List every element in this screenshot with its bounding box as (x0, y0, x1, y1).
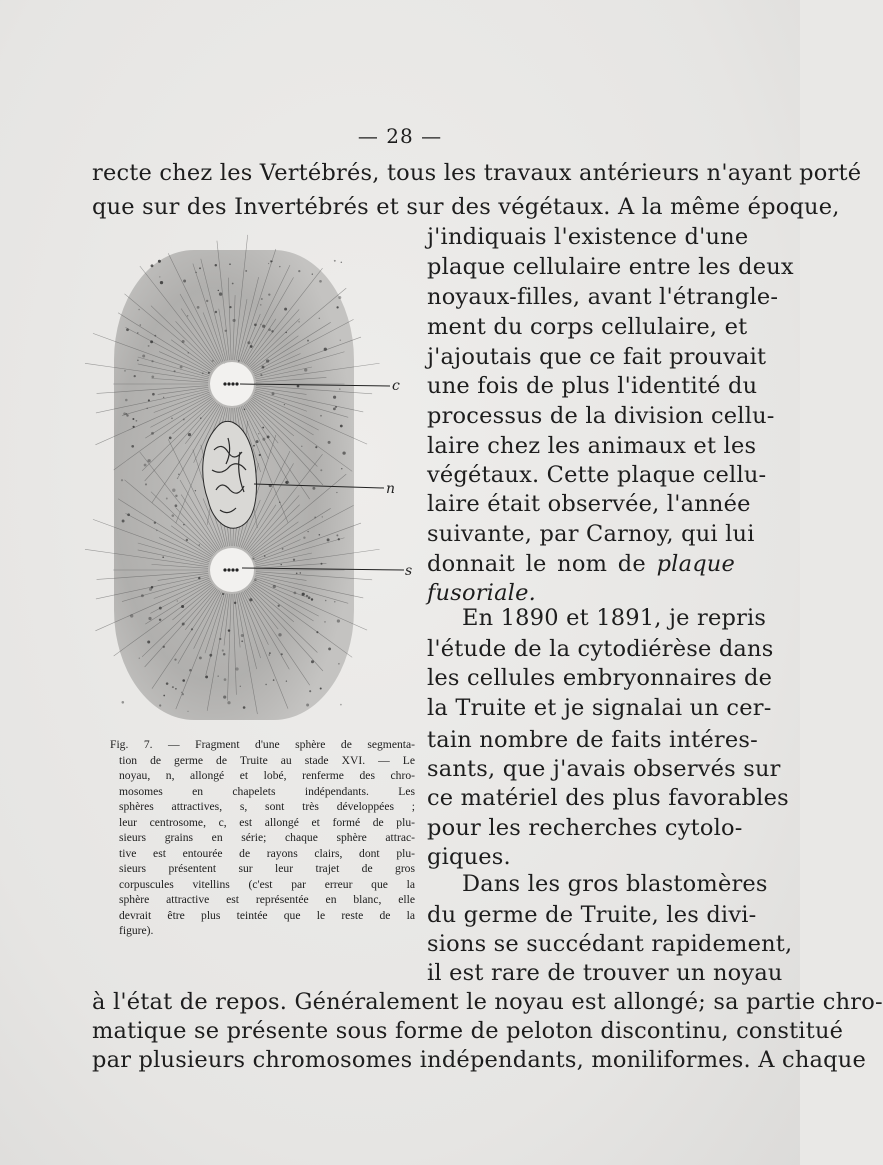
caption-line: noyau, n, allongé et lobé, renferme des chro- (119, 769, 415, 782)
granule (312, 273, 313, 274)
granule (262, 325, 265, 328)
granule (122, 520, 125, 523)
granule (159, 607, 162, 610)
text-line: l'étude de la cytodiérèse dans (427, 636, 774, 662)
caption-line: sieurs grains en série; chaque sphère attrac- (119, 831, 415, 844)
granule (306, 595, 308, 597)
granule (229, 306, 231, 308)
granule (268, 263, 269, 264)
granule (270, 260, 272, 262)
text-line: par plusieurs chromosomes indépendants, moniliformes. A chaque (92, 1047, 866, 1073)
text-line: du germe de Truite, les divi- (427, 902, 757, 928)
page-number: — 28 — (357, 124, 443, 148)
granule (285, 481, 288, 484)
granule (307, 340, 309, 342)
granule (182, 693, 184, 695)
granule (146, 408, 147, 409)
granule (151, 586, 154, 589)
granule (154, 335, 156, 337)
text-line: processus de la division cellu- (427, 403, 775, 429)
cell-drawing (108, 238, 420, 728)
granule (256, 440, 259, 443)
granule (177, 478, 178, 479)
granule (321, 563, 323, 565)
granule (182, 679, 185, 682)
caption-line: sphère attractive est représentée en blanc, elle (119, 893, 415, 906)
granule (219, 292, 222, 295)
text-fragment-italic: plaque (656, 551, 736, 577)
granule (282, 548, 284, 550)
text-line: ce matériel des plus favorables (427, 785, 789, 811)
caption-line: mosomes en chapelets indépendants. Les (119, 784, 415, 798)
granule (122, 701, 125, 704)
granule (181, 605, 184, 608)
granule (268, 293, 270, 295)
granule (200, 418, 201, 419)
granule (183, 524, 185, 526)
text-line: une fois de plus l'identité du (427, 373, 758, 399)
caption-line: figure). (119, 924, 154, 937)
granule (229, 263, 231, 265)
granule (160, 281, 163, 284)
granule (324, 621, 325, 622)
granule (273, 679, 275, 681)
granule (141, 594, 144, 597)
granule (199, 267, 201, 269)
granule (148, 617, 151, 620)
granule (312, 487, 315, 490)
granule (279, 266, 280, 267)
granule (298, 270, 300, 272)
granule (278, 633, 281, 636)
granule (131, 445, 134, 448)
granule (189, 669, 192, 672)
granule (262, 366, 265, 369)
granule (265, 684, 266, 685)
caption-line: leur centrosome, c, est allongé et formé de plu- (119, 815, 415, 829)
text-line: végétaux. Cette plaque cellu- (427, 462, 767, 488)
granule (163, 695, 165, 697)
granule (272, 392, 275, 395)
granule (243, 706, 246, 709)
granule (199, 544, 200, 545)
text-line: que sur des Invertébrés et sur des végétaux. A la même époque, (92, 194, 840, 220)
granule (126, 414, 128, 416)
granule (127, 513, 130, 516)
granule (336, 306, 338, 308)
text-line: sions se succédant rapidement, (427, 931, 793, 957)
granule (260, 324, 261, 325)
granule (125, 399, 128, 402)
granule (341, 262, 342, 263)
text-line: fusoriale. (427, 580, 536, 606)
text-line: laire chez les animaux et les (427, 433, 757, 459)
granule (142, 355, 145, 358)
granule (166, 682, 169, 685)
granule (163, 646, 165, 648)
granule (132, 418, 134, 420)
granule (182, 623, 185, 626)
granule (191, 628, 193, 630)
granule (206, 300, 208, 302)
granule (159, 276, 160, 277)
text-line: les cellules embryonnaires de (427, 665, 773, 691)
granule (205, 675, 208, 678)
granule (337, 619, 340, 622)
granule (172, 514, 175, 517)
granule (278, 605, 280, 607)
granule (284, 404, 285, 405)
granule (174, 658, 176, 660)
granule (302, 593, 305, 596)
granule (308, 596, 311, 599)
granule (187, 711, 188, 712)
text-line: il est rare de trouver un noyau (427, 960, 783, 986)
granule (163, 397, 164, 398)
label-c: c (392, 378, 400, 394)
granule (266, 359, 269, 362)
granule (284, 308, 287, 311)
granule (130, 614, 133, 617)
granule (137, 360, 139, 362)
text-line: tain nombre de faits intéres- (427, 727, 758, 753)
granule (195, 272, 196, 273)
granule (281, 564, 282, 565)
granule (267, 435, 270, 438)
granule (324, 348, 327, 351)
granule (138, 309, 140, 311)
text-line: noyaux-filles, avant l'étrangle- (427, 284, 779, 310)
granule (327, 538, 330, 541)
granule (245, 270, 247, 272)
granule (334, 601, 335, 602)
granule (124, 370, 125, 371)
granule (219, 638, 221, 640)
granule (301, 446, 302, 447)
granule (222, 593, 224, 595)
granule (261, 298, 263, 300)
granule (171, 417, 173, 419)
granule (148, 345, 150, 347)
granule (126, 328, 129, 331)
granule (342, 451, 345, 454)
text-line: suivante, par Carnoy, qui lui (427, 521, 755, 547)
granule (235, 667, 238, 670)
granule (328, 441, 331, 444)
granule (269, 652, 271, 654)
granule (172, 686, 174, 688)
granule (148, 399, 150, 401)
granule (215, 264, 217, 266)
granule (262, 438, 265, 441)
granule (240, 686, 241, 687)
granule (319, 280, 322, 283)
granule (254, 323, 257, 326)
granule (174, 370, 176, 372)
granule (186, 539, 188, 541)
granule (151, 264, 154, 267)
granule (339, 388, 340, 389)
text-line: pour les recherches cytolo- (427, 815, 743, 841)
granule (333, 408, 336, 411)
granule (166, 498, 168, 500)
granule (285, 332, 287, 334)
granule (197, 306, 200, 309)
granule (286, 680, 287, 681)
granule (314, 516, 316, 518)
granule (260, 374, 262, 376)
caption-line: devrait être plus teintée que le reste de la (119, 908, 415, 922)
granule (238, 360, 239, 361)
granule (309, 690, 311, 692)
caption-line: corpuscules vitellins (c'est par erreur que la (119, 877, 415, 891)
granule (178, 474, 179, 475)
text-line: plaque cellulaire entre les deux (427, 254, 794, 280)
granule (132, 426, 134, 428)
granule (335, 406, 337, 408)
granule (162, 556, 164, 558)
granule (156, 530, 157, 531)
granule (319, 534, 321, 536)
granule (319, 318, 320, 319)
granule (217, 675, 219, 677)
text-line: matique se présente sous forme de peloton discontinu, constitué (92, 1018, 844, 1044)
granule (183, 280, 186, 283)
granule (183, 418, 185, 420)
granule (182, 340, 185, 343)
granule (123, 412, 126, 415)
granule (259, 454, 261, 456)
granule (293, 559, 295, 561)
granule (320, 687, 322, 689)
caption-line: sieurs présentent sur leur trajet de gros (119, 862, 415, 875)
granule (294, 592, 297, 595)
granule (228, 629, 230, 631)
granule (336, 492, 337, 493)
granule (338, 538, 340, 540)
granule (311, 660, 314, 663)
granule (224, 678, 227, 681)
granule (320, 469, 322, 471)
granule (212, 360, 214, 362)
granule (188, 352, 189, 353)
text-line: Dans les gros blastomères (462, 871, 768, 897)
granule (144, 464, 147, 467)
granule (322, 516, 323, 517)
granule (147, 641, 150, 644)
granule (154, 522, 156, 524)
granule (139, 658, 140, 659)
granule (249, 598, 252, 601)
granule (268, 654, 270, 656)
granule (175, 495, 177, 497)
granule (268, 328, 271, 331)
granule (328, 647, 331, 650)
caption-line: tion de germe de Truite au stade XVI. — Le (119, 753, 415, 767)
granule (271, 330, 273, 332)
granule (223, 696, 226, 699)
caption-line: Fig. 7. — Fragment d'une sphère de segmenta- (110, 738, 415, 751)
granule (253, 445, 255, 447)
granule (341, 468, 342, 469)
granule (320, 415, 322, 417)
caption-line: tive est entourée de rayons clairs, dont plu- (119, 846, 415, 860)
granule (333, 396, 336, 399)
granule (208, 372, 210, 374)
granule (315, 446, 317, 448)
granule (258, 433, 259, 434)
granule (304, 368, 307, 371)
granule (340, 425, 343, 428)
text-line: j'indiquais l'existence d'une (427, 224, 749, 250)
granule (260, 304, 261, 305)
text-line: sants, que j'avais observés sur (427, 756, 781, 782)
granule (180, 366, 183, 369)
granule (338, 663, 340, 665)
granule (264, 555, 266, 557)
granule (195, 490, 196, 491)
granule (233, 319, 236, 322)
granule (262, 427, 264, 429)
granule (159, 619, 161, 621)
granule (232, 283, 234, 285)
granule (334, 260, 336, 262)
granule (222, 649, 224, 651)
granule (340, 704, 342, 706)
granule (311, 598, 313, 600)
granule (147, 459, 150, 462)
granule (198, 577, 200, 579)
granule (169, 437, 172, 440)
text-line: à l'état de repos. Généralement le noyau est allongé; sa partie chro- (92, 989, 883, 1015)
text-fragment: donnait le nom de (427, 551, 646, 577)
granule (152, 393, 155, 396)
text-line: la Truite et je signalai un cer- (427, 695, 772, 721)
granule (218, 290, 219, 291)
granule (338, 296, 341, 299)
granule (234, 602, 236, 604)
granule (244, 409, 246, 411)
granule (316, 631, 318, 633)
granule (175, 688, 177, 690)
granule (126, 413, 128, 415)
granule (136, 420, 138, 422)
granule (158, 260, 161, 263)
granule (252, 558, 254, 560)
granule (202, 372, 204, 374)
granule (296, 572, 298, 574)
granule (151, 375, 154, 378)
granule (325, 600, 327, 602)
granule (241, 634, 244, 637)
granule (188, 433, 191, 436)
granule (300, 572, 301, 573)
granule (150, 340, 153, 343)
granule (134, 375, 136, 377)
granule (279, 502, 280, 503)
granule (306, 704, 309, 707)
text-line: ment du corps cellulaire, et (427, 314, 748, 340)
granule (254, 579, 257, 582)
granule (121, 479, 123, 481)
granule (199, 656, 202, 659)
granule (172, 489, 175, 492)
granule (298, 321, 300, 323)
text-line: j'ajoutais que ce fait prouvait (427, 344, 767, 370)
granule (151, 360, 153, 362)
granule (181, 692, 182, 693)
granule (336, 534, 338, 536)
text-line: laire était observée, l'année (427, 491, 751, 517)
granule (303, 537, 305, 539)
granule (247, 341, 250, 344)
granule (281, 653, 283, 655)
granule (340, 340, 341, 341)
granule (187, 315, 188, 316)
granule (151, 432, 154, 435)
granule (140, 324, 142, 326)
granule (159, 704, 161, 706)
granule (145, 483, 147, 485)
granule (227, 701, 230, 704)
text-line: En 1890 et 1891, je repris (462, 605, 767, 631)
figure-illustration (108, 238, 420, 728)
granule (273, 585, 276, 588)
text-line: giques. (427, 844, 511, 870)
caption-line: sphères attractives, s, sont très développées ; (119, 800, 415, 813)
label-n: n (386, 481, 396, 497)
granule (175, 504, 178, 507)
granule (215, 311, 217, 313)
granule (250, 345, 253, 348)
granule (209, 654, 212, 657)
label-s: s (405, 563, 413, 579)
granule (177, 600, 178, 601)
figure-caption (110, 737, 415, 939)
granule (223, 653, 226, 656)
granule (137, 332, 138, 333)
granule (225, 330, 227, 332)
text-line-plaque (427, 551, 735, 577)
granule (307, 531, 308, 532)
granule (241, 640, 243, 642)
text-line: recte chez les Vertébrés, tous les travaux antérieurs n'ayant porté (92, 160, 862, 186)
